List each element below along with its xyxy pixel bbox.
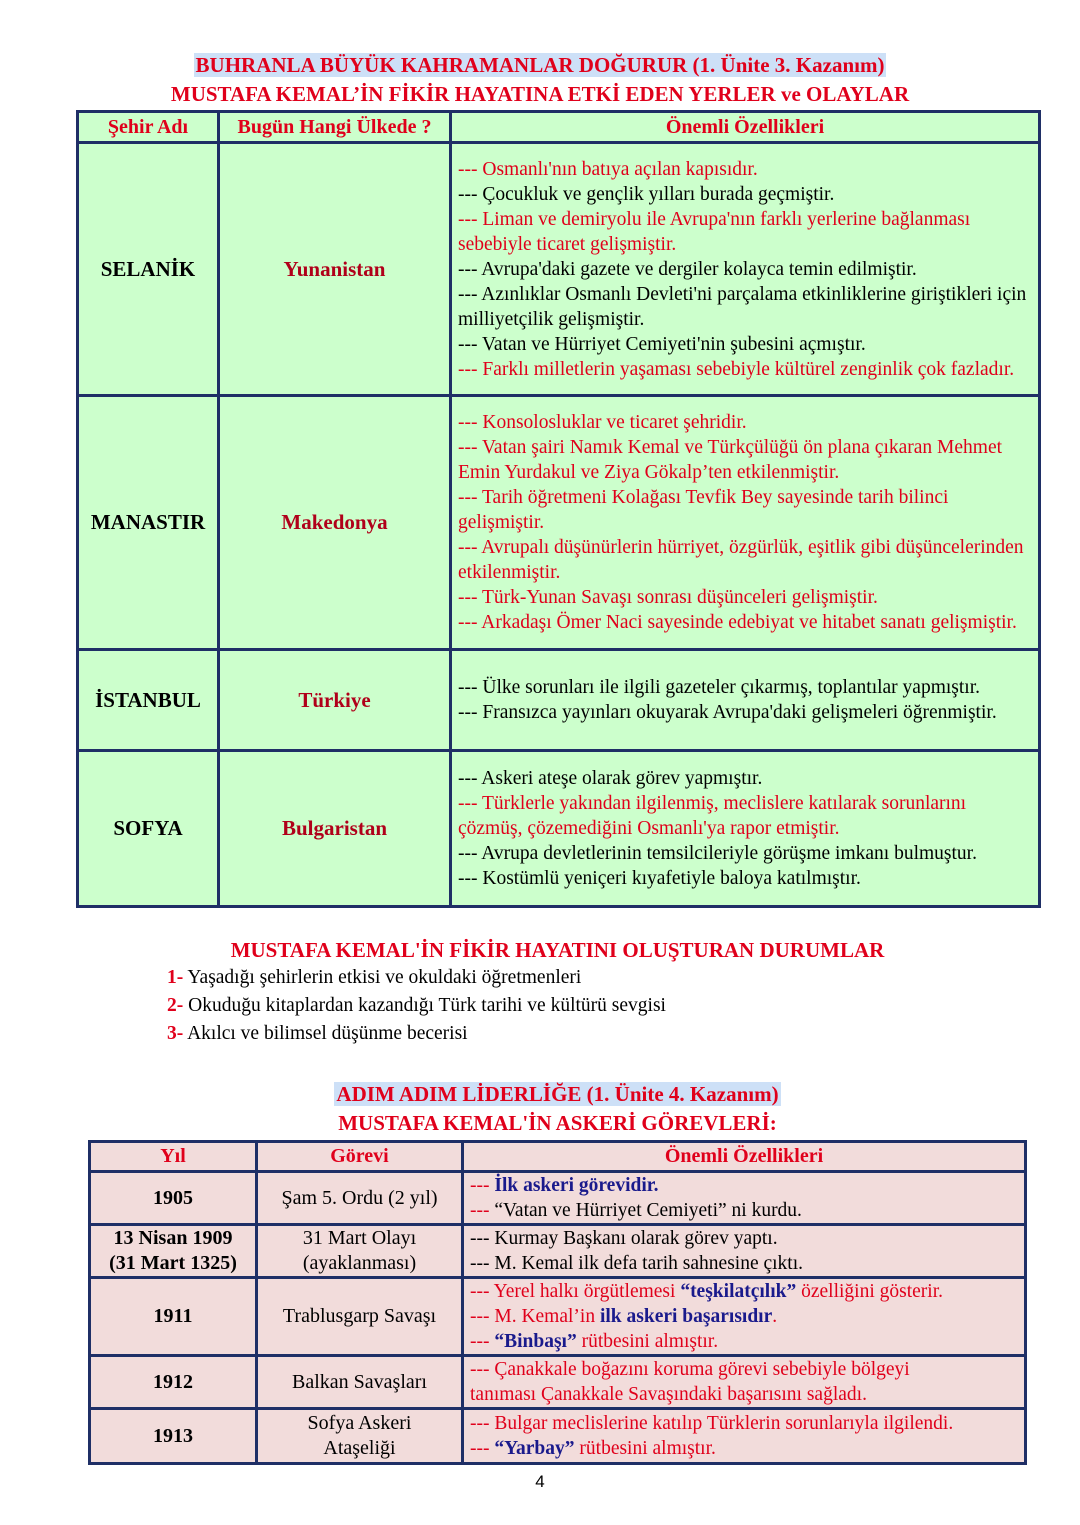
feature-item: --- Türklerle yakından ilgilenmiş, meclislere katılarak sorunlarını çözmüş, çözemediğini Osmanlı'ya rapor etmiştir. xyxy=(458,793,967,839)
header-city: Şehir Adı xyxy=(78,112,219,143)
city-name: SELANİK xyxy=(78,143,219,396)
duty-features xyxy=(463,1356,1026,1409)
duty-cell xyxy=(257,1278,463,1356)
table-row xyxy=(90,1278,1026,1356)
year-cell xyxy=(90,1356,257,1409)
feature-segment: --- Çanakkale boğazını koruma görevi sebebiyle bölgeyi xyxy=(470,1359,910,1380)
duty-text: Şam 5. Ordu (2 yıl) xyxy=(281,1186,438,1209)
feature-segment: rütbesini almıştır. xyxy=(574,1438,716,1459)
feature-item: --- Vatan şairi Namık Kemal ve Türkçülüğü ön plana çıkaran Mehmet Emin Yurdakul ve Ziya Gökalp’ten etkilenmiştir. xyxy=(458,437,1003,483)
list-item-number: 2- xyxy=(167,995,184,1016)
city-name: MANASTIR xyxy=(78,396,219,650)
feature-segment: --- xyxy=(470,1175,495,1196)
feature-segment: . xyxy=(772,1306,778,1327)
feature-item: --- Kostümlü yeniçeri kıyafetiyle baloya katılmıştır. xyxy=(458,868,861,889)
list-item-text: Okuduğu kitaplardan kazandığı Türk tarihi ve kültürü sevgisi xyxy=(188,995,666,1016)
header-duty: Görevi xyxy=(257,1142,463,1172)
feature-item xyxy=(470,1382,1018,1407)
duties-table xyxy=(88,1140,1027,1465)
year-cell xyxy=(90,1172,257,1225)
country-name: Makedonya xyxy=(219,396,451,650)
ideas-list xyxy=(167,964,666,1048)
year-text: 1911 xyxy=(153,1305,193,1327)
duty-text: Balkan Savaşları xyxy=(292,1370,427,1393)
places-table-header xyxy=(78,112,1040,143)
header-country: Bugün Hangi Ülkede ? xyxy=(219,112,451,143)
feature-item xyxy=(470,1304,1018,1329)
country-name: Yunanistan xyxy=(219,143,451,396)
duty-features xyxy=(463,1409,1026,1464)
feature-item: --- Türk-Yunan Savaşı sonrası düşünceleri gelişmiştir. xyxy=(458,587,878,608)
header-features: Önemli Özellikleri xyxy=(451,112,1040,143)
feature-segment: --- M. Kemal ilk defa tarih sahnesine çıktı. xyxy=(470,1253,804,1274)
feature-segment: --- Bulgar meclislerine katılıp Türklerin sorunlarıyla ilgilendi. xyxy=(470,1413,954,1434)
feature-segment: “Vatan ve Hürriyet Cemiyeti” ni kurdu. xyxy=(494,1200,802,1221)
table-row xyxy=(90,1356,1026,1409)
feature-item xyxy=(470,1173,1018,1198)
year-text: 1912 xyxy=(153,1370,193,1393)
feature-item: --- Çocukluk ve gençlik yılları burada geçmiştir. xyxy=(458,183,835,205)
duty-text: 31 Mart Olayı xyxy=(302,1227,417,1249)
header-year: Yıl xyxy=(90,1142,257,1172)
city-features xyxy=(451,751,1040,907)
feature-segment: --- xyxy=(470,1331,495,1352)
feature-item: --- Farklı milletlerin yaşaması sebebiyle kültürel zenginlik çok fazladır. xyxy=(458,358,1015,380)
year-cell xyxy=(90,1278,257,1356)
feature-item: --- Arkadaşı Ömer Naci sayesinde edebiyat ve hitabet sanatı gelişmiştir. xyxy=(458,612,1017,633)
year-text: 13 Nisan 1909 xyxy=(113,1227,233,1249)
year-text: 1913 xyxy=(153,1424,193,1447)
feature-segment: --- xyxy=(470,1438,495,1459)
city-name: SOFYA xyxy=(78,751,219,907)
duty-features xyxy=(463,1172,1026,1225)
feature-segment: özelliğini gösterir. xyxy=(796,1281,943,1302)
places-table xyxy=(76,110,1041,908)
table-row xyxy=(90,1225,1026,1278)
list-item-number: 1- xyxy=(167,967,184,988)
feature-segment: rütbesini almıştır. xyxy=(576,1331,719,1352)
duty-text: (ayaklanması) xyxy=(302,1252,417,1274)
country-name: Bulgaristan xyxy=(219,751,451,907)
feature-item: --- Azınlıklar Osmanlı Devleti'ni parçalama etkinliklerine giriştikleri için milliyetçilik gelişmiştir. xyxy=(458,283,1027,330)
duty-cell xyxy=(257,1225,463,1278)
feature-segment: ilk askeri başarısıdır xyxy=(599,1306,773,1327)
feature-item xyxy=(470,1411,1018,1436)
duty-features xyxy=(463,1278,1026,1356)
list-item-text: Akılcı ve bilimsel düşünme becerisi xyxy=(187,1023,468,1044)
table-row xyxy=(78,396,1040,650)
feature-segment: --- M. Kemal’in xyxy=(470,1306,600,1327)
feature-segment: --- xyxy=(470,1200,495,1221)
page-number: 4 xyxy=(535,1472,545,1491)
city-features xyxy=(451,396,1040,650)
city-name: İSTANBUL xyxy=(78,650,219,751)
feature-item: --- Fransızca yayınları okuyarak Avrupa'daki gelişmeleri öğrenmiştir. xyxy=(458,702,997,723)
feature-item xyxy=(470,1436,1018,1461)
list-item xyxy=(167,992,666,1020)
feature-item xyxy=(470,1357,1018,1382)
section1-subheading: MUSTAFA KEMAL’İN FİKİR HAYATINA ETKİ EDEN YERLER ve OLAYLAR xyxy=(170,82,910,106)
feature-segment: --- Kurmay Başkanı olarak görev yaptı. xyxy=(470,1228,778,1249)
section3-heading: ADIM ADIM LİDERLİĞE (1. Ünite 4. Kazanım) xyxy=(336,1082,779,1106)
feature-segment: “Binbaşı” xyxy=(494,1331,577,1352)
feature-item: --- Ülke sorunları ile ilgili gazeteler çıkarmış, toplantılar yapmıştır. xyxy=(458,677,981,698)
city-features xyxy=(451,650,1040,751)
feature-segment: İlk askeri görevidir. xyxy=(494,1175,659,1196)
list-item-number: 3- xyxy=(167,1023,184,1044)
feature-item: --- Avrupa devletlerinin temsilcileriyle görüşme imkanı bulmuştur. xyxy=(458,843,977,864)
section3-subheading: MUSTAFA KEMAL'İN ASKERİ GÖREVLERİ: xyxy=(338,1111,777,1135)
feature-item: --- Konsolosluklar ve ticaret şehridir. xyxy=(458,412,747,433)
section2-heading: MUSTAFA KEMAL'İN FİKİR HAYATINI OLUŞTURAN DURUMLAR xyxy=(230,938,885,962)
table-row xyxy=(78,650,1040,751)
table-row xyxy=(78,751,1040,907)
feature-item: --- Osmanlı'nın batıya açılan kapısıdır. xyxy=(458,158,758,180)
country-name: Türkiye xyxy=(219,650,451,751)
table-row xyxy=(78,143,1040,396)
feature-item xyxy=(470,1279,1018,1304)
year-text: (31 Mart 1325) xyxy=(109,1252,237,1274)
table-row xyxy=(90,1172,1026,1225)
feature-item: --- Tarih öğretmeni Kolağası Tevfik Bey sayesinde tarih bilinci gelişmiştir. xyxy=(458,487,949,533)
city-features xyxy=(451,143,1040,396)
feature-item: --- Avrupalı düşünürlerin hürriyet, özgürlük, eşitlik gibi düşüncelerinden etkilenmiştir. xyxy=(458,537,1024,583)
duties-table-header xyxy=(90,1142,1026,1172)
feature-segment: tanıması Çanakkale Savaşındaki başarısını sağladı. xyxy=(470,1384,867,1405)
duty-text: Ataşeliği xyxy=(323,1437,396,1459)
list-item-text: Yaşadığı şehirlerin etkisi ve okuldaki öğretmenleri xyxy=(187,967,582,988)
feature-item: --- Vatan ve Hürriyet Cemiyeti'nin şubesini açmıştır. xyxy=(458,333,866,355)
feature-item: --- Avrupa'daki gazete ve dergiler kolayca temin edilmiştir. xyxy=(458,258,917,280)
feature-item xyxy=(470,1198,1018,1223)
feature-segment: “teşkilatçılık” xyxy=(680,1281,797,1302)
duty-text: Trablusgarp Savaşı xyxy=(282,1305,437,1327)
year-cell xyxy=(90,1409,257,1464)
feature-item: --- Askeri ateşe olarak görev yapmıştır. xyxy=(458,768,763,789)
duty-cell xyxy=(257,1356,463,1409)
feature-item xyxy=(470,1251,1018,1276)
duty-cell xyxy=(257,1409,463,1464)
feature-item xyxy=(470,1226,1018,1251)
feature-item: --- Liman ve demiryolu ile Avrupa'nın farklı yerlerine bağlanması sebebiyle ticaret gelişmiştir. xyxy=(458,208,971,255)
list-item xyxy=(167,1020,666,1048)
feature-segment: --- Yerel halkı örgütlemesi xyxy=(470,1281,681,1302)
duty-text: Sofya Askeri xyxy=(307,1412,412,1434)
section1-heading: BUHRANLA BÜYÜK KAHRAMANLAR DOĞURUR (1. Ünite 3. Kazanım) xyxy=(195,53,885,77)
duty-cell xyxy=(257,1172,463,1225)
list-item xyxy=(167,964,666,992)
feature-item xyxy=(470,1329,1018,1354)
duty-features xyxy=(463,1225,1026,1278)
table-row xyxy=(90,1409,1026,1464)
year-cell xyxy=(90,1225,257,1278)
header-duty-features: Önemli Özellikleri xyxy=(463,1142,1026,1172)
year-text: 1905 xyxy=(153,1186,193,1209)
feature-segment: “Yarbay” xyxy=(494,1438,575,1459)
